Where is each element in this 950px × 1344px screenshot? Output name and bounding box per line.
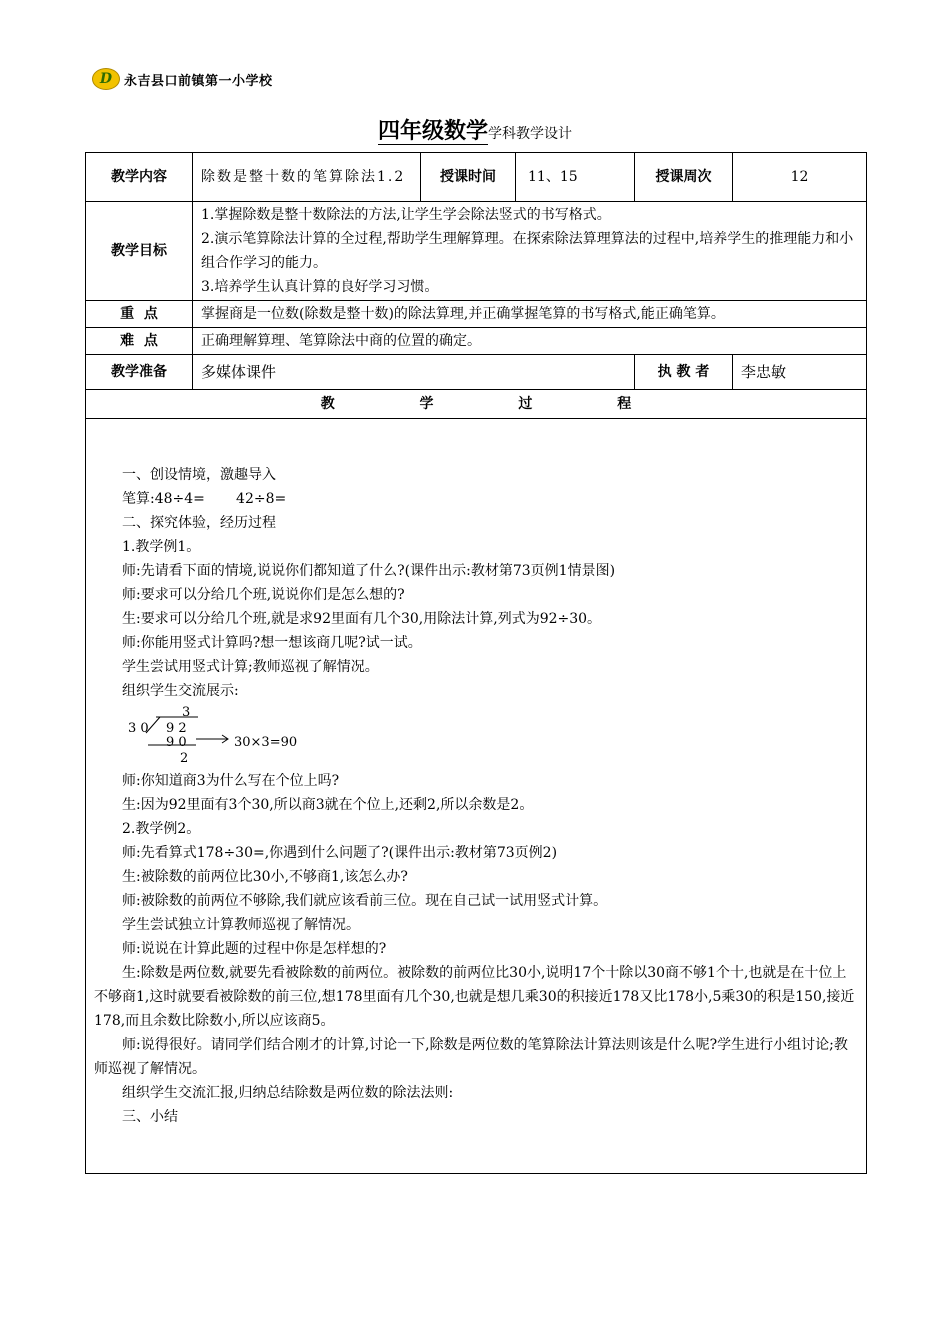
process-line: 师:说说在计算此题的过程中你是怎样想的? [122,941,387,957]
prep-value: 多媒体课件 [193,355,635,390]
content-value: 除数是整十数的笔算除法1.2 [193,153,421,202]
process-line: 生:被除数的前两位比30小,不够商1,该怎么办? [122,869,408,885]
process-line: 师:被除数的前两位不够除,我们就应该看前三位。现在自己试一试用竖式计算。 [122,893,608,909]
process-line: 师:你知道商3为什么写在个位上吗? [122,773,340,789]
content-label: 教学内容 [86,153,193,202]
title-main: 四年级数学 [377,119,488,144]
key-point-label: 重 点 [86,301,193,328]
process-header: 教 学 过 程 [86,390,867,419]
difficult-point-value: 正确理解算理、笔算除法中商的位置的确定。 [193,328,867,355]
prep-label: 教学准备 [86,355,193,390]
division-quotient: 3 [182,705,191,720]
process-line: 学生尝试用竖式计算;教师巡视了解情况。 [122,659,379,675]
process-line: 组织学生交流汇报,归纳总结除数是两位数的除法法则: [122,1085,454,1101]
school-name: 永吉县口前镇第一小学校 [124,73,273,89]
process-line: 师:要求可以分给几个班,说说你们是怎么想的? [122,587,405,603]
division-note: 30×3=90 [234,735,298,750]
goals-label: 教学目标 [86,202,193,301]
long-division [128,703,858,765]
process-line: 笔算:48÷4= 42÷8= [122,491,287,507]
goal-item: 1.掌握除数是整十数除法的方法,让学生学会除法竖式的书写格式。 [201,207,611,223]
goal-item: 2.演示笔算除法计算的全过程,帮助学生理解算理。在探索除法算理算法的过程中,培养学生的推理能力和小组合作学习的能力。 [201,231,854,271]
goal-item: 3.培养学生认真计算的良好学习习惯。 [201,279,439,295]
process-line: 师:先请看下面的情境,说说你们都知道了什么?(课件出示:教材第73页例1情景图) [122,563,616,579]
process-line: 生:要求可以分给几个班,就是求92里面有几个30,用除法计算,列式为92÷30。 [122,611,602,627]
process-line: 学生尝试独立计算教师巡视了解情况。 [122,917,360,933]
teacher-label: 执 教 者 [635,355,733,390]
process-line: 2.教学例2。 [122,821,201,837]
process-line: 生:除数是两位数,就要先看被除数的前两位。被除数的前两位比30小,说明17个十除以30商不够1个十,也就是在十位上不够商1,这时就要看被除数的前三位,想178里面有几个30,也就是想几乘30的积接近178又比178小,5乘30的积是150,接近178,而且余数比除数小,所以应该商5。 [94,965,855,1029]
week-label: 授课周次 [635,153,733,202]
division-dividend: 9 2 [166,721,187,736]
division-product: 9 0 [166,735,187,750]
process-line: 师:先看算式178÷30=,你遇到什么问题了?(课件出示:教材第73页例2) [122,845,558,861]
week-value: 12 [733,153,867,202]
division-remainder: 2 [180,751,189,766]
key-point-value: 掌握商是一位数(除数是整十数)的除法算理,并正确掌握笔算的书写格式,能正确笔算。 [193,301,867,328]
process-line: 一、创设情境，激趣导入 [122,467,276,483]
school-header [92,68,273,90]
difficult-point-label: 难 点 [86,328,193,355]
school-logo-icon: D [92,68,120,90]
process-line: 二、探究体验，经历过程 [122,515,276,531]
process-line: 1.教学例1。 [122,539,201,555]
process-line: 师:你能用竖式计算吗?想一想该商几呢?试一试。 [122,635,422,651]
time-label: 授课时间 [421,153,516,202]
process-line: 生:因为92里面有3个30,所以商3就在个位上,还剩2,所以余数是2。 [122,797,534,813]
document-title [0,114,950,145]
division-divisor: 3 0 [128,721,149,736]
lesson-plan-table [85,152,867,1174]
process-line: 三、小结 [122,1109,178,1125]
goals-list [193,202,867,301]
process-line: 师:说得很好。请同学们结合刚才的计算,讨论一下,除数是两位数的笔算除法计算法则该是什么呢?学生进行小组讨论;教师巡视了解情况。 [94,1037,848,1077]
process-line: 组织学生交流展示: [122,683,239,699]
title-sub: 学科教学设计 [488,126,572,142]
teacher-value: 李忠敏 [733,355,867,390]
process-body [86,419,867,1174]
time-value: 11、15 [516,153,635,202]
